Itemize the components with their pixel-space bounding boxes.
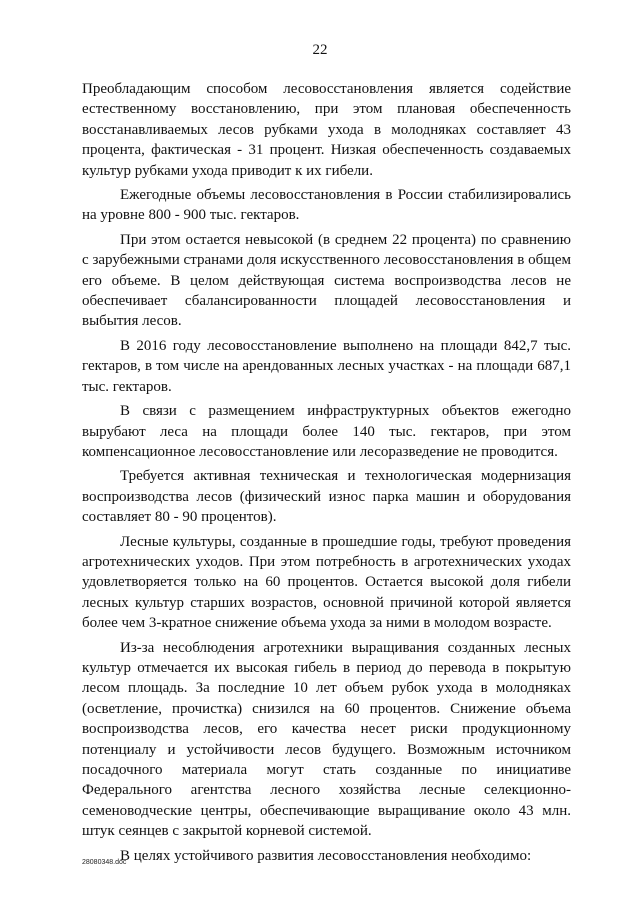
paragraph-infrastructure-felling: В связи с размещением инфраструктурных объектов ежегодно вырубают леса на площади более 140 тыс. гектаров, при этом компенсационное лесовосстановление или лесоразведение не проводится.: [82, 403, 571, 460]
paragraph-agrotechnics: Из-за несоблюдения агротехники выращивания созданных лесных культур отмечается их высокая гибель в период до перевода в покрытую лесом площадь. За последние 10 лет объем рубок ухода в молодняках (осветление, прочистка) снизился на 60 процентов. Снижение объема воспроизводства лесов, его качества несет риски продукционному потенциалу и устойчивости лесов будущего. Возможным источником посадочного материала могут стать созданные по инициативе Федерального агентства лесного хозяйства лесные селекционно-семеноводческие центры, обеспечивающие выращивание около 43 млн. штук сеянцев с закрытой корневой системой.: [82, 639, 571, 840]
paragraph-necessary-measures: В целях устойчивого развития лесовосстановления необходимо:: [120, 847, 532, 864]
document-body: [82, 79, 571, 870]
paragraph-modernization: Требуется активная техническая и технологическая модернизация воспроизводства лесов (физический износ парка машин и оборудования составляет 80 - 90 процентов).: [82, 468, 571, 526]
paragraph-annual-volumes: Ежегодные объемы лесовосстановления в России стабилизировались на уровне 800 - 900 тыс. гектаров.: [82, 187, 571, 224]
footer-filename: 28080348.doc: [82, 859, 127, 866]
paragraph-reforestation-methods: Преобладающим способом лесовосстановления является содействие естественному восстановлению, при этом плановая обеспеченность восстанавливаемых лесов рубками ухода в молодняках составляет 43 процента, фактическая - 31 процент. Низкая обеспеченность создаваемых культур рубками ухода приводит к их гибели.: [82, 81, 571, 179]
paragraph-2016-results: В 2016 году лесовосстановление выполнено на площади 842,7 тыс. гектаров, в том числе на арендованных лесных участках - на площади 687,1 тыс. гектаров.: [82, 337, 571, 395]
paragraph-forest-cultures: Лесные культуры, созданные в прошедшие годы, требуют проведения агротехнических уходов. При этом потребность в агротехнических уходах удовлетворяется только на 60 процентов. Остается высокой доля гибели лесных культур старших возрастов, основной причиной которой является более чем 3-кратное снижение объема ухода за ними в молодом возрасте.: [82, 533, 571, 632]
paragraph-artificial-share: При этом остается невысокой (в среднем 22 процента) по сравнению с зарубежными странами доля искусственного лесовосстановления в общем его объеме. В целом действующая система воспроизводства лесов не обеспечивает сбалансированности площадей лесовосстановления и выбытия лесов.: [82, 231, 571, 330]
page-number: 22: [312, 42, 328, 58]
